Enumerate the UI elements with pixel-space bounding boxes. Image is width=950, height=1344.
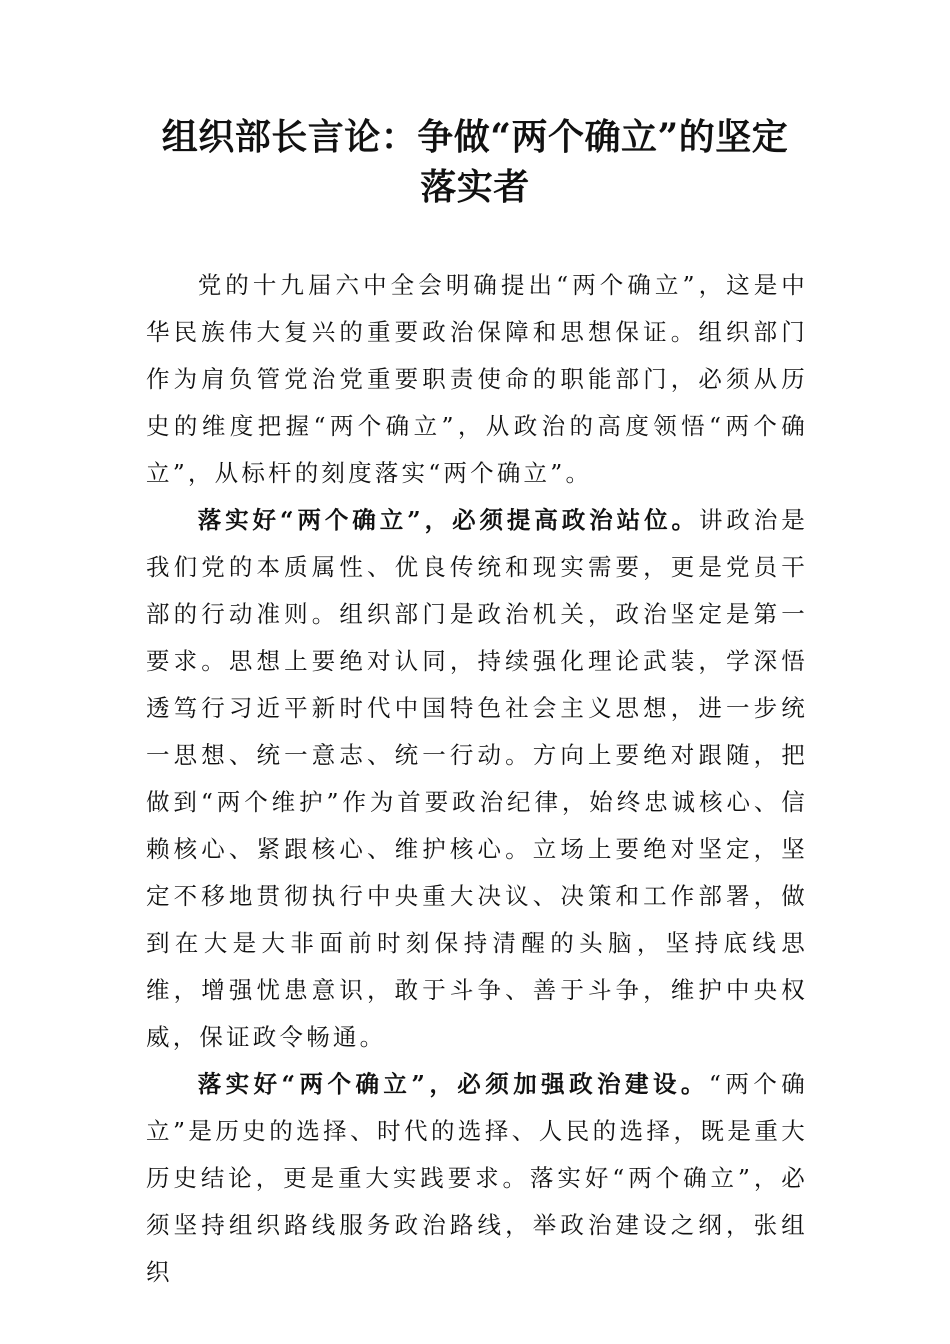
paragraph-3 <box>146 1061 808 1296</box>
paragraph-1 <box>146 262 808 497</box>
paragraph-lead: 落实好“两个确立”，必须加强政治建设。 <box>197 1070 709 1098</box>
document-title <box>100 112 850 212</box>
paragraph-text: “两个确立”是历史的选择、时代的选择、人民的选择，既是重大历史结论，更是重大实践要求。落实好“两个确立”，必须坚持组织路线服务政治路线，举政治建设之纲，张组织 <box>146 1070 808 1286</box>
paragraph-text: 党的十九届六中全会明确提出“两个确立”，这是中华民族伟大复兴的重要政治保障和思想保证。组织部门作为肩负管党治党重要职责使命的职能部门，必须从历史的维度把握“两个确立”，从政治的高度领悟“两个确立”，从标杆的刻度落实“两个确立”。 <box>146 271 808 487</box>
title-line-1: 组织部长言论：争做“两个确立”的坚定 <box>161 116 789 158</box>
paragraph-2 <box>146 497 808 1061</box>
document-body <box>146 262 808 1296</box>
paragraph-text: 讲政治是我们党的本质属性、优良传统和现实需要，更是党员干部的行动准则。组织部门是政治机关，政治坚定是第一要求。思想上要绝对认同，持续强化理论武装，学深悟透笃行习近平新时代中国特色社会主义思想，进一步统一思想、统一意志、统一行动。方向上要绝对跟随，把做到“两个维护”作为首要政治纪律，始终忠诚核心、信赖核心、紧跟核心、维护核心。立场上要绝对坚定，坚定不移地贯彻执行中央重大决议、决策和工作部署，做到在大是大非面前时刻保持清醒的头脑，坚持底线思维，增强忧患意识，敢于斗争、善于斗争，维护中央权威，保证政令畅通。 <box>146 506 808 1051</box>
title-line-2: 落实者 <box>420 166 530 208</box>
paragraph-lead: 落实好“两个确立”，必须提高政治站位。 <box>197 506 699 534</box>
